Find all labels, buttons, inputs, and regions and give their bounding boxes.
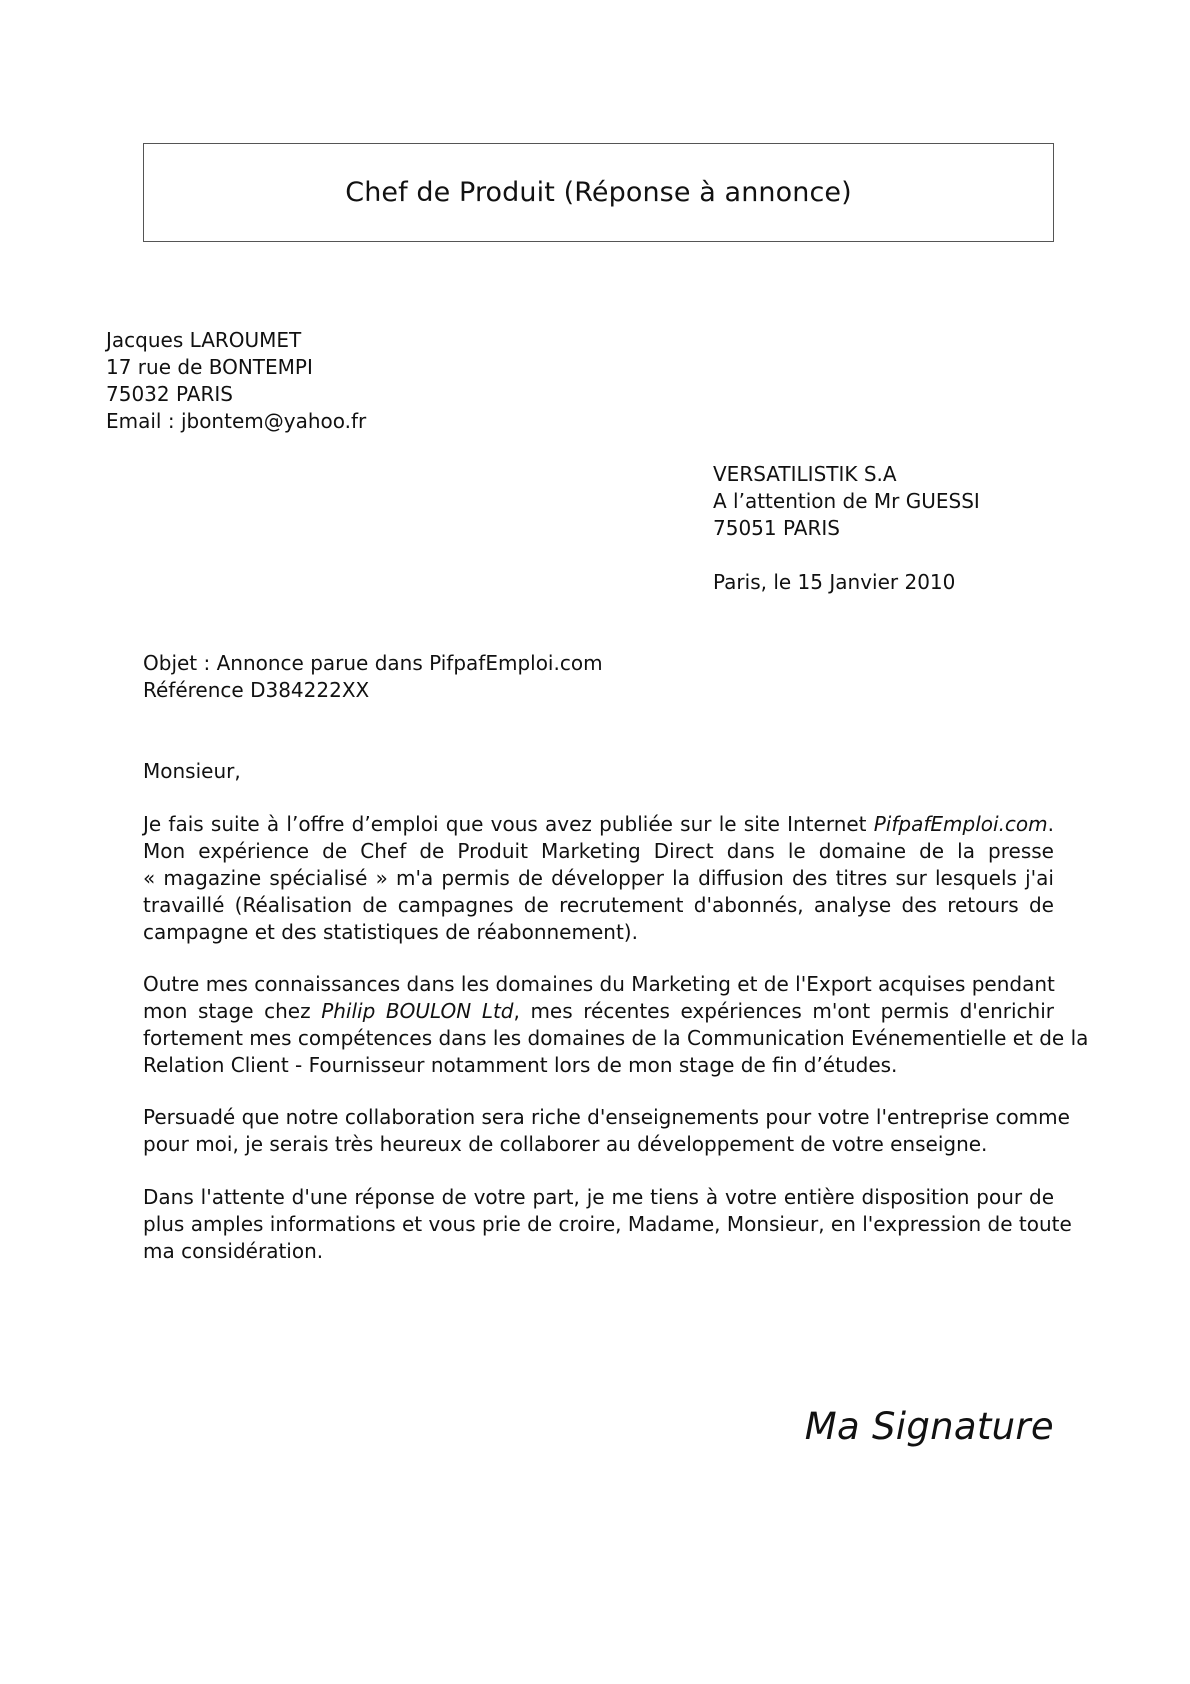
paragraph-line: Persuadé que notre collaboration sera riche d'enseignements pour votre l'entreprise comme bbox=[143, 1105, 1070, 1129]
recipient-company: VERSATILISTIK S.A bbox=[713, 462, 897, 486]
paragraph-line: campagne et des statistiques de réabonnement). bbox=[143, 920, 638, 944]
paragraph-1 bbox=[143, 811, 1054, 946]
recipient-city: 75051 PARIS bbox=[713, 516, 840, 540]
paragraph-line: Mon expérience de Chef de Produit Marketing Direct dans le domaine de la presse bbox=[143, 839, 1054, 863]
paragraph-line: travaillé (Réalisation de campagnes de recrutement d'abonnés, analyse des retours de bbox=[143, 893, 1054, 917]
paragraph-line: pour moi, je serais très heureux de collaborer au développement de votre enseigne. bbox=[143, 1132, 988, 1156]
site-name: PifpafEmploi.com bbox=[873, 812, 1048, 836]
text-run: mon stage chez bbox=[143, 999, 322, 1023]
paragraph-line: fortement mes compétences dans les domaines de la Communication Evénementielle et de la bbox=[143, 1026, 1089, 1050]
paragraph-line: Dans l'attente d'une réponse de votre part, je me tiens à votre entière disposition pour de bbox=[143, 1185, 1054, 1209]
company-name: Philip BOULON Ltd bbox=[321, 999, 514, 1023]
title-box bbox=[143, 143, 1054, 242]
subject-reference: Référence D384222XX bbox=[143, 678, 370, 702]
letter-date bbox=[713, 569, 955, 596]
paragraph-line: « magazine spécialisé » m'a permis de développer la diffusion des titres sur lesquels j'ai bbox=[143, 866, 1054, 890]
sender-city: 75032 PARIS bbox=[106, 382, 233, 406]
sender-address bbox=[106, 327, 366, 435]
paragraph-4 bbox=[143, 1184, 1072, 1265]
date-text: Paris, le 15 Janvier 2010 bbox=[713, 570, 956, 594]
salutation bbox=[143, 758, 241, 785]
signature: Ma Signature bbox=[804, 1405, 1054, 1448]
sender-street: 17 rue de BONTEMPI bbox=[106, 355, 313, 379]
paragraph-line bbox=[143, 998, 1054, 1025]
paragraph-line: plus amples informations et vous prie de croire, Madame, Monsieur, en l'expression de toute bbox=[143, 1212, 1072, 1236]
sender-name: Jacques LAROUMET bbox=[106, 328, 302, 352]
salutation-text: Monsieur, bbox=[143, 759, 241, 783]
subject-block bbox=[143, 650, 603, 704]
paragraph-3 bbox=[143, 1104, 1070, 1158]
sender-email: Email : jbontem@yahoo.fr bbox=[106, 409, 367, 433]
text-run: , mes récentes expériences m'ont permis d'enrichir bbox=[513, 999, 1055, 1023]
paragraph-line bbox=[143, 811, 1054, 838]
paragraph-line: Relation Client - Fournisseur notamment lors de mon stage de fin d’études. bbox=[143, 1053, 898, 1077]
recipient-attention: A l’attention de Mr GUESSI bbox=[713, 489, 980, 513]
paragraph-2 bbox=[143, 971, 1089, 1079]
subject-objet: Objet : Annonce parue dans PifpafEmploi.com bbox=[143, 651, 603, 675]
recipient-address bbox=[713, 461, 980, 542]
text-run: Je fais suite à l’offre d’emploi que vous avez publiée sur le site Internet bbox=[143, 812, 874, 836]
paragraph-line: ma considération. bbox=[143, 1239, 324, 1263]
paragraph-line: Outre mes connaissances dans les domaines du Marketing et de l'Export acquises pendant bbox=[143, 972, 1055, 996]
text-run: . bbox=[1047, 812, 1054, 836]
document-title: Chef de Produit (Réponse à annonce) bbox=[345, 177, 852, 208]
